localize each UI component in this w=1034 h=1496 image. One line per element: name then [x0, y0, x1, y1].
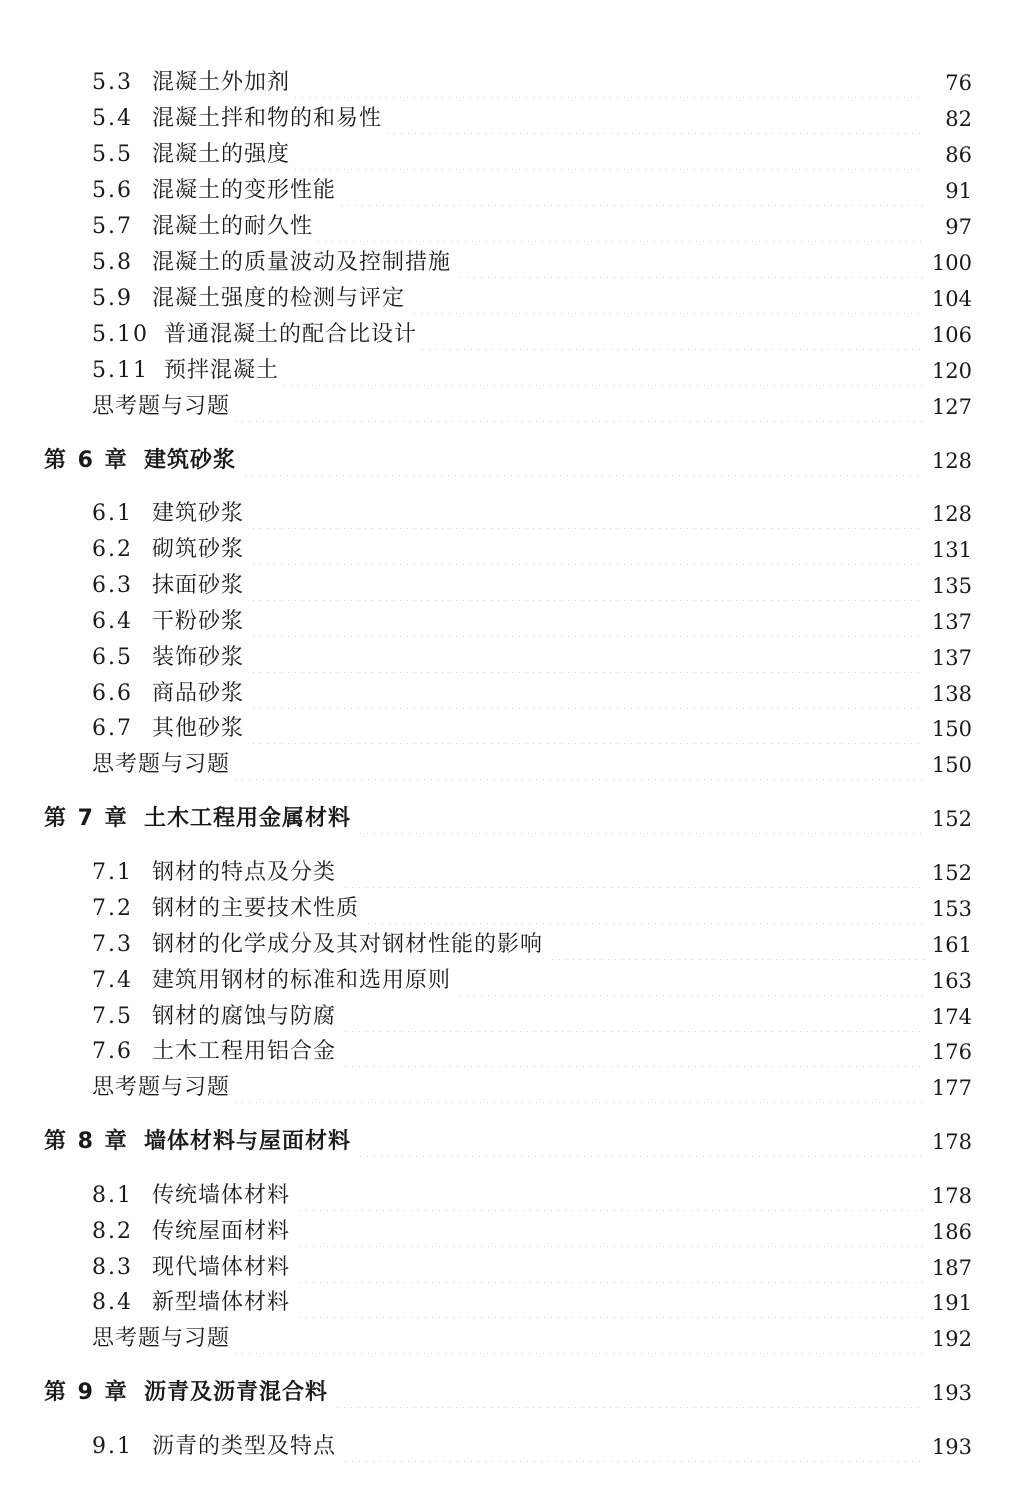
page-number: 174: [931, 1005, 972, 1029]
toc-entry-9-1[interactable]: [92, 1432, 972, 1462]
page-number: 128: [931, 502, 972, 526]
dot-leader: [242, 446, 924, 476]
page-number: 97: [945, 215, 972, 239]
toc-entry-6-7[interactable]: [92, 714, 972, 744]
toc-entry-7-2[interactable]: [92, 894, 972, 924]
dot-leader: [250, 714, 924, 744]
toc-entry-8-1[interactable]: [92, 1181, 972, 1211]
section-number: 6.4: [92, 609, 133, 634]
toc-entry-5-8[interactable]: [92, 248, 972, 278]
section-number: 6.3: [92, 573, 133, 598]
section-title: 传统墙体材料: [152, 1183, 291, 1208]
dot-leader: [250, 499, 924, 529]
section-number: 9.1: [92, 1434, 133, 1459]
section-title: 混凝土的质量波动及控制措施: [152, 250, 452, 275]
section-title: 思考题与习题: [92, 1326, 231, 1351]
page-number: 76: [945, 71, 972, 95]
toc-entry-6-1[interactable]: [92, 499, 972, 529]
section-number: 6.7: [92, 716, 133, 741]
dot-leader: [292, 140, 924, 170]
section-number: 6.2: [92, 537, 133, 562]
page-number: 138: [931, 682, 972, 706]
toc-entry-7-6[interactable]: [92, 1037, 972, 1067]
section-title: 预拌混凝土: [164, 358, 280, 383]
section-title: 混凝土的变形性能: [152, 178, 337, 203]
page-number: 152: [931, 861, 972, 885]
dot-leader: [250, 643, 924, 673]
section-number: 5.6: [92, 178, 133, 203]
dot-leader: [549, 930, 924, 960]
toc-entry-5-7[interactable]: [92, 212, 972, 242]
section-number: 8.2: [92, 1219, 133, 1244]
section-number: 8.3: [92, 1255, 133, 1280]
chapter-number: 第 8 章: [44, 1129, 129, 1154]
section-title: 新型墙体材料: [152, 1290, 291, 1315]
section-title: 钢材的腐蚀与防腐: [152, 1004, 337, 1029]
dot-leader: [342, 1037, 924, 1067]
section-number: 7.6: [92, 1039, 133, 1064]
page-number: 120: [931, 359, 972, 383]
page-number: 106: [931, 323, 972, 347]
page-number: 193: [931, 1381, 972, 1405]
page-number: 137: [931, 610, 972, 634]
toc-entry-exercises-7[interactable]: [92, 1073, 972, 1103]
section-title: 建筑砂浆: [152, 501, 245, 526]
section-number: 6.5: [92, 645, 133, 670]
page-number: 193: [931, 1435, 972, 1459]
section-number: 5.3: [92, 70, 133, 95]
section-number: 7.2: [92, 896, 133, 921]
page-number: 187: [931, 1256, 972, 1280]
dot-leader: [419, 320, 924, 350]
page-number: 100: [931, 251, 972, 275]
page-number: 86: [945, 143, 972, 167]
chapter-number: 第 6 章: [44, 448, 129, 473]
page-number: 104: [931, 287, 972, 311]
toc-entry-5-10[interactable]: [92, 320, 972, 350]
section-number: 5.8: [92, 250, 133, 275]
toc-entry-exercises-8[interactable]: [92, 1324, 972, 1354]
toc-entry-exercises-6[interactable]: [92, 750, 972, 780]
section-title: 混凝土的强度: [152, 142, 291, 167]
toc-entry-6-6[interactable]: [92, 679, 972, 709]
toc-entry-5-3[interactable]: [92, 68, 972, 98]
toc-entry-5-9[interactable]: [92, 284, 972, 314]
page-number: 153: [931, 897, 972, 921]
section-title: 钢材的主要技术性质: [152, 896, 360, 921]
section-title: 钢材的特点及分类: [152, 860, 337, 885]
section-number: 5.5: [92, 142, 133, 167]
dot-leader: [365, 894, 924, 924]
dot-leader: [411, 284, 924, 314]
section-title: 混凝土强度的检测与评定: [152, 286, 406, 311]
page-number: 177: [931, 1076, 972, 1100]
section-number: 7.3: [92, 932, 133, 957]
page-number: 191: [931, 1291, 972, 1315]
dot-leader: [281, 356, 924, 386]
toc-entry-6-2[interactable]: [92, 535, 972, 565]
section-title: 思考题与习题: [92, 752, 231, 777]
page-number: 178: [931, 1130, 972, 1154]
toc-entry-8-3[interactable]: [92, 1253, 972, 1283]
section-number: 5.9: [92, 286, 133, 311]
dot-leader: [292, 68, 924, 98]
section-title: 现代墙体材料: [152, 1255, 291, 1280]
page-number: 150: [931, 717, 972, 741]
section-title: 抹面砂浆: [152, 573, 245, 598]
page-number: 186: [931, 1220, 972, 1244]
page-number: 178: [931, 1184, 972, 1208]
section-title: 其他砂浆: [152, 716, 245, 741]
toc-entry-6-3[interactable]: [92, 571, 972, 601]
page-number: 192: [931, 1327, 972, 1351]
section-number: 7.1: [92, 860, 133, 885]
dot-leader: [384, 104, 924, 134]
dot-leader: [250, 571, 924, 601]
dot-leader: [232, 1324, 924, 1354]
section-title: 混凝土拌和物的和易性: [152, 106, 383, 131]
chapter-number: 第 9 章: [44, 1380, 129, 1405]
section-number: 5.11: [92, 358, 149, 383]
section-title: 传统屋面材料: [152, 1219, 291, 1244]
page-number: 176: [931, 1040, 972, 1064]
page-number: 152: [931, 807, 972, 831]
section-number: 5.10: [92, 322, 149, 347]
dot-leader: [232, 750, 924, 780]
dot-leader: [232, 1073, 924, 1103]
dot-leader: [296, 1217, 924, 1247]
chapter-title: 墙体材料与屋面材料: [144, 1129, 352, 1154]
section-title: 土木工程用铝合金: [152, 1039, 337, 1064]
dot-leader: [338, 176, 924, 206]
toc-entry-5-4[interactable]: [92, 104, 972, 134]
toc-entry-6-4[interactable]: [92, 607, 972, 637]
section-title: 普通混凝土的配合比设计: [164, 322, 418, 347]
section-title: 钢材的化学成分及其对钢材性能的影响: [152, 932, 544, 957]
dot-leader: [232, 392, 924, 422]
section-title: 沥青的类型及特点: [152, 1434, 337, 1459]
toc-entry-7-3[interactable]: [92, 930, 972, 960]
page-number: 127: [931, 395, 972, 419]
dot-leader: [342, 1002, 924, 1032]
toc-entry-7-4[interactable]: [92, 966, 972, 996]
dot-leader: [250, 607, 924, 637]
chapter-number: 第 7 章: [44, 806, 129, 831]
toc-entry-5-6[interactable]: [92, 176, 972, 206]
page-number: 128: [931, 449, 972, 473]
toc-entry-7-1[interactable]: [92, 858, 972, 888]
chapter-title: 沥青及沥青混合料: [144, 1380, 329, 1405]
page-number: 137: [931, 646, 972, 670]
section-title: 混凝土的耐久性: [152, 214, 314, 239]
section-number: 6.6: [92, 681, 133, 706]
chapter-title: 土木工程用金属材料: [144, 806, 352, 831]
toc-entry-8-2[interactable]: [92, 1217, 972, 1247]
section-title: 干粉砂浆: [152, 609, 245, 634]
section-number: 5.4: [92, 106, 133, 131]
dot-leader: [315, 212, 924, 242]
chapter-title: 建筑砂浆: [144, 448, 237, 473]
page-number: 163: [931, 969, 972, 993]
dot-leader: [342, 858, 924, 888]
dot-leader: [296, 1253, 924, 1283]
dot-leader: [342, 1432, 924, 1462]
section-number: 6.1: [92, 501, 133, 526]
toc-chapter-7[interactable]: [44, 804, 972, 834]
section-number: 7.5: [92, 1004, 133, 1029]
dot-leader: [457, 248, 924, 278]
toc-entry-5-11[interactable]: [92, 356, 972, 386]
toc-chapter-6[interactable]: [44, 446, 972, 476]
page-number: 131: [931, 538, 972, 562]
page-number: 91: [945, 179, 972, 203]
toc-entry-exercises-5[interactable]: [92, 392, 972, 422]
section-title: 建筑用钢材的标准和选用原则: [152, 968, 452, 993]
section-number: 8.4: [92, 1290, 133, 1315]
toc-entry-5-5[interactable]: [92, 140, 972, 170]
dot-leader: [250, 535, 924, 565]
page-number: 82: [945, 107, 972, 131]
toc-chapter-9[interactable]: [44, 1378, 972, 1408]
toc-entry-8-4[interactable]: [92, 1288, 972, 1318]
section-number: 8.1: [92, 1183, 133, 1208]
page-number: 161: [931, 933, 972, 957]
section-number: 5.7: [92, 214, 133, 239]
page-number: 135: [931, 574, 972, 598]
section-title: 混凝土外加剂: [152, 70, 291, 95]
page-number: 150: [931, 753, 972, 777]
dot-leader: [296, 1288, 924, 1318]
toc-entry-7-5[interactable]: [92, 1002, 972, 1032]
section-title: 装饰砂浆: [152, 645, 245, 670]
section-title: 商品砂浆: [152, 681, 245, 706]
dot-leader: [296, 1181, 924, 1211]
dot-leader: [457, 966, 924, 996]
section-title: 思考题与习题: [92, 1075, 231, 1100]
toc-entry-6-5[interactable]: [92, 643, 972, 673]
section-number: 7.4: [92, 968, 133, 993]
section-title: 思考题与习题: [92, 394, 231, 419]
dot-leader: [334, 1378, 924, 1408]
section-title: 砌筑砂浆: [152, 537, 245, 562]
toc-chapter-8[interactable]: [44, 1127, 972, 1157]
dot-leader: [250, 679, 924, 709]
dot-leader: [357, 1127, 924, 1157]
dot-leader: [357, 804, 924, 834]
